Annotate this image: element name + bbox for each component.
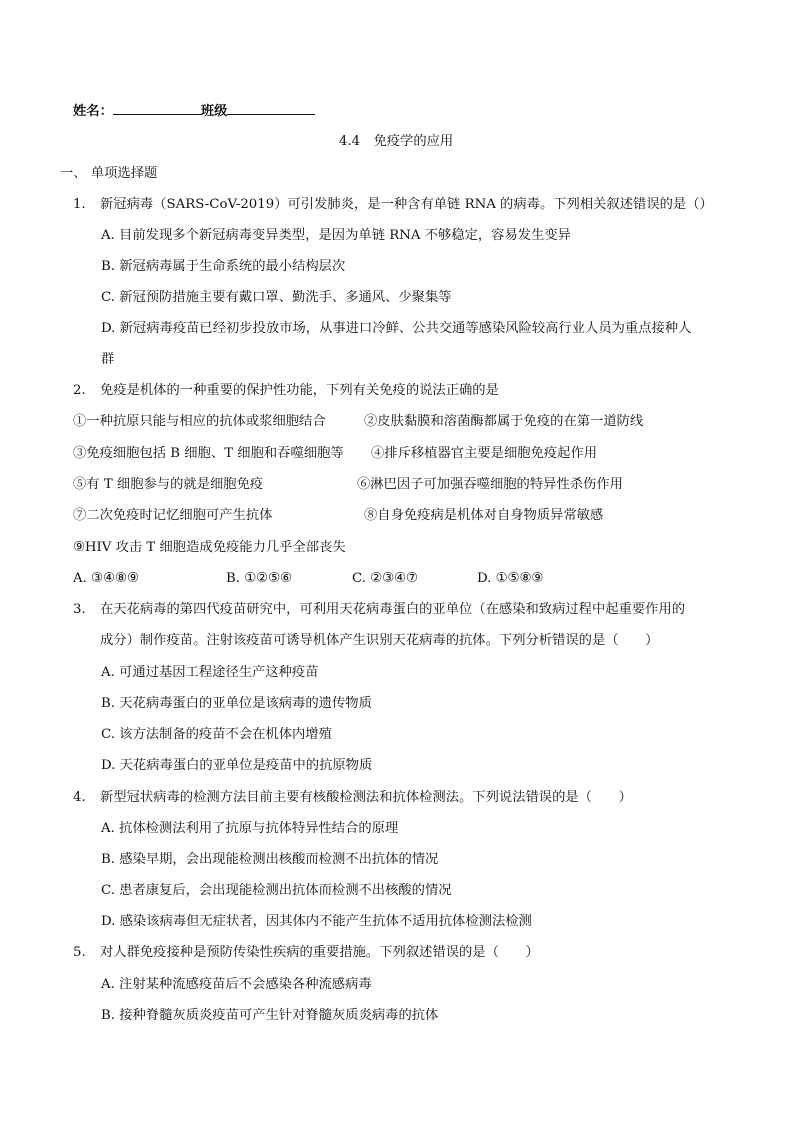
question-stem: 新型冠状病毒的检测方法目前主要有核酸检测法和抗体检测法。下列说法错误的是（ ） — [100, 790, 632, 805]
question-stem: 免疫是机体的一种重要的保护性功能，下列有关免疫的说法正确的是 — [100, 383, 499, 398]
option-c: C. ②③④⑦ — [352, 571, 418, 586]
option-c: C. 新冠预防措施主要有戴口罩、勤洗手、多通风、少聚集等 — [101, 290, 452, 305]
section-heading: 一、 单项选择题 — [60, 166, 158, 181]
statement-2: ②皮肤黏膜和溶菌酶都属于免疫的在第一道防线 — [364, 414, 644, 429]
question-stem: 在天花病毒的第四代疫苗研究中，可利用天花病毒蛋白的亚单位（在感染和致病过程中起重要作用的 — [100, 602, 686, 617]
name-label: 姓名： — [73, 104, 113, 119]
question-stem: 新冠病毒（SARS-CoV-2019）可引发肺炎，是一种含有单链 RNA 的病毒。下列相关叙述错误的是（） — [100, 197, 713, 212]
option-a: A. ③④⑧⑨ — [73, 571, 139, 586]
option-d: D. 新冠病毒疫苗已经初步投放市场，从事进口冷鲜、公共交通等感染风险较高行业人员为重点接种人 — [101, 321, 692, 336]
statement-8: ⑧自身免疫病是机体对自身物质异常敏感 — [364, 508, 604, 523]
question-number: 1. — [73, 197, 86, 212]
statement-7: ⑦二次免疫时记忆细胞可产生抗体 — [73, 508, 273, 523]
student-info-line — [73, 102, 315, 121]
statement-6: ⑥淋巴因子可加强吞噬细胞的特异性杀伤作用 — [357, 477, 623, 492]
option-a: A. 注射某种流感疫苗后不会感染各种流感病毒 — [101, 977, 372, 992]
question-number: 5. — [73, 945, 86, 960]
option-d: D. 感染该病毒但无症状者，因其体内不能产生抗体不适用抗体检测法检测 — [101, 914, 532, 929]
option-c: C. 患者康复后，会出现能检测出抗体而检测不出核酸的情况 — [101, 883, 452, 898]
question-stem: 对人群免疫接种是预防传染性疾病的重要措施。下列叙述错误的是（ ） — [100, 945, 539, 960]
question-number: 4. — [73, 790, 86, 805]
question-number: 3. — [73, 602, 86, 617]
option-a: A. 目前发现多个新冠病毒变异类型，是因为单链 RNA 不够稳定，容易发生变异 — [101, 228, 571, 243]
option-b: B. 天花病毒蛋白的亚单位是该病毒的遗传物质 — [101, 696, 372, 711]
option-d: D. ①⑤⑧⑨ — [477, 571, 544, 586]
statement-3: ③免疫细胞包括 B 细胞、T 细胞和吞噬细胞等 — [73, 446, 344, 461]
option-b: B. ①②⑤⑥ — [226, 571, 292, 586]
option-c: C. 该方法制备的疫苗不会在机体内增殖 — [101, 727, 332, 742]
page-title: 4.4 免疫学的应用 — [339, 134, 454, 149]
statement-1: ①一种抗原只能与相应的抗体或浆细胞结合 — [73, 414, 326, 429]
name-blank[interactable] — [113, 102, 201, 115]
option-d-continuation: 群 — [101, 352, 115, 367]
statement-4: ④排斥移植器官主要是细胞免疫起作用 — [371, 446, 598, 461]
question-stem-continuation: 成分）制作疫苗。注射该疫苗可诱导机体产生识别天花病毒的抗体。下列分析错误的是（ ） — [100, 633, 659, 648]
statement-5: ⑤有 T 细胞参与的就是细胞免疫 — [73, 477, 264, 492]
option-b: B. 新冠病毒属于生命系统的最小结构层次 — [101, 259, 346, 274]
question-number: 2. — [73, 383, 86, 398]
option-b: B. 感染早期，会出现能检测出核酸而检测不出抗体的情况 — [101, 852, 439, 867]
class-label: 班级 — [200, 104, 228, 119]
statement-9: ⑨HIV 攻击 T 细胞造成免疫能力几乎全部丧失 — [73, 540, 346, 555]
option-d: D. 天花病毒蛋白的亚单位是疫苗中的抗原物质 — [101, 758, 373, 773]
option-b: B. 接种脊髓灰质炎疫苗可产生针对脊髓灰质炎病毒的抗体 — [101, 1008, 439, 1023]
option-a: A. 抗体检测法利用了抗原与抗体特异性结合的原理 — [101, 821, 399, 836]
option-a: A. 可通过基因工程途径生产这种疫苗 — [101, 665, 319, 680]
class-blank[interactable] — [227, 102, 315, 115]
